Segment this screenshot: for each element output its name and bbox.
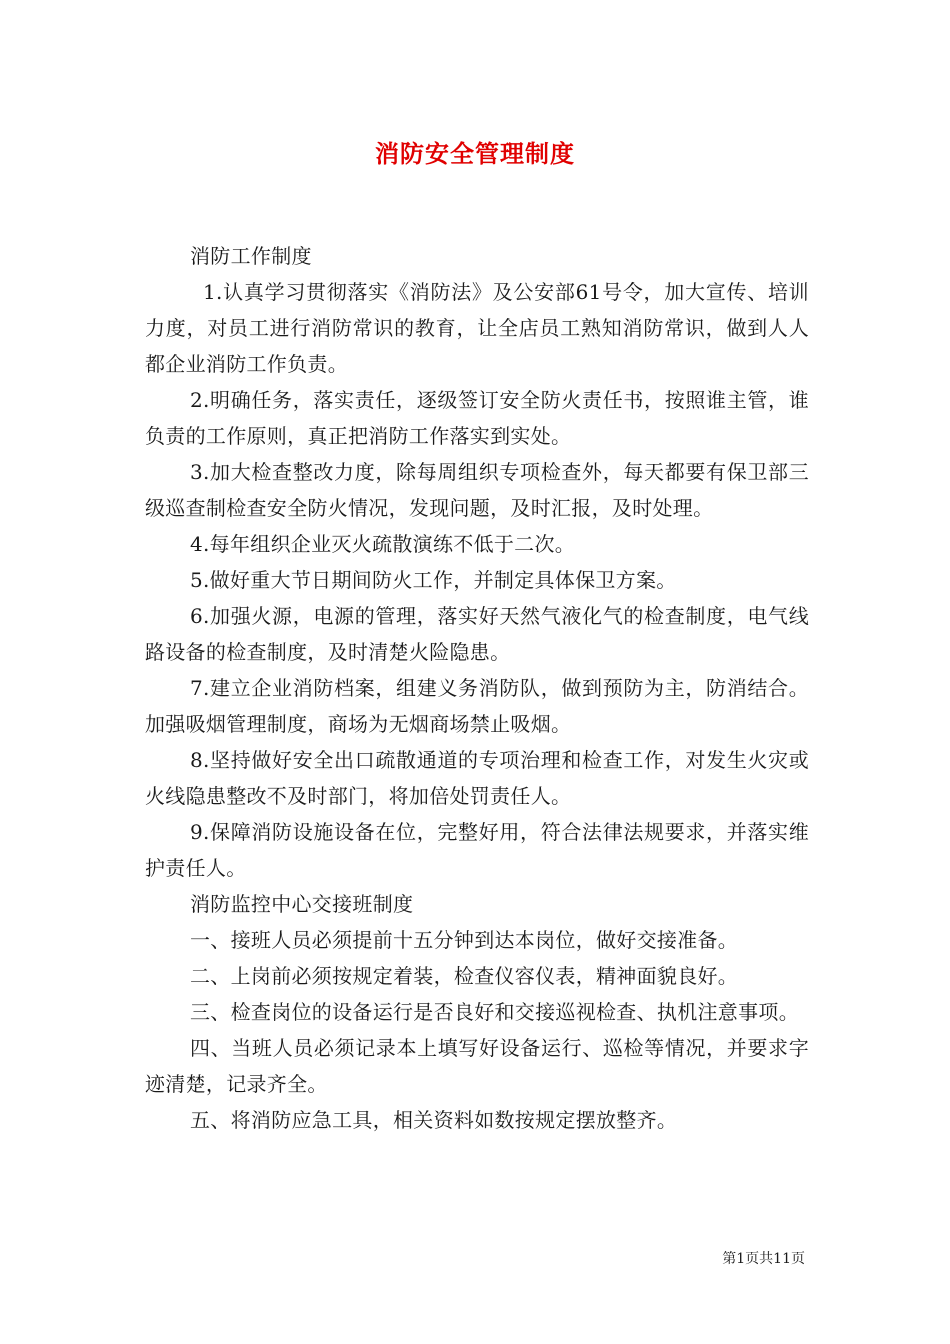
paragraph-handover-1: 一、接班人员必须提前十五分钟到达本岗位，做好交接准备。 — [190, 928, 739, 952]
paragraph-rule-2: 2.明确任务，落实责任，逐级签订安全防火责任书，按照谁主管，谁负责的工作原则，真正把消防工作落实到实处。 — [145, 388, 809, 448]
paragraph-rule-1: 1.认真学习贯彻落实《消防法》及公安部61号令，加大宣传、培训力度，对员工进行消防常识的教育，让全店员工熟知消防常识，做到人人都企业消防工作负责。 — [145, 280, 809, 376]
paragraph-rule-3: 3.加大检查整改力度，除每周组织专项检查外，每天都要有保卫部三级巡查制检查安全防火情况，发现问题，及时汇报，及时处理。 — [145, 460, 809, 520]
paragraph-handover-3: 三、检查岗位的设备运行是否良好和交接巡视检查、执机注意事项。 — [190, 1000, 799, 1024]
document-title: 消防安全管理制度 — [375, 139, 575, 168]
paragraph-handover-2: 二、上岗前必须按规定着装，检查仪容仪表，精神面貌良好。 — [190, 964, 739, 988]
section-heading-shift-handover: 消防监控中心交接班制度 — [190, 892, 414, 916]
paragraph-rule-9: 9.保障消防设施设备在位，完整好用，符合法律法规要求，并落实维护责任人。 — [145, 820, 809, 880]
paragraph-handover-5: 五、将消防应急工具，相关资料如数按规定摆放整齐。 — [190, 1108, 678, 1132]
paragraph-rule-4: 4.每年组织企业灭火疏散演练不低于二次。 — [190, 532, 576, 556]
paragraph-handover-4: 四、当班人员必须记录本上填写好设备运行、巡检等情况，并要求字迹清楚，记录齐全。 — [145, 1036, 809, 1096]
paragraph-rule-6: 6.加强火源，电源的管理，落实好天然气液化气的检查制度，电气线路设备的检查制度，及时清楚火险隐患。 — [145, 604, 809, 664]
page-number: 第1页共11页 — [722, 1251, 805, 1267]
section-heading-fire-work-rules: 消防工作制度 — [190, 244, 312, 268]
paragraph-rule-8: 8.坚持做好安全出口疏散通道的专项治理和检查工作，对发生火灾或火线隐患整改不及时部门，将加倍处罚责任人。 — [145, 748, 809, 808]
paragraph-rule-5: 5.做好重大节日期间防火工作，并制定具体保卫方案。 — [190, 568, 677, 592]
document-body — [145, 238, 809, 1138]
paragraph-rule-7: 7.建立企业消防档案，组建义务消防队，做到预防为主，防消结合。加强吸烟管理制度，商场为无烟商场禁止吸烟。 — [145, 676, 809, 736]
